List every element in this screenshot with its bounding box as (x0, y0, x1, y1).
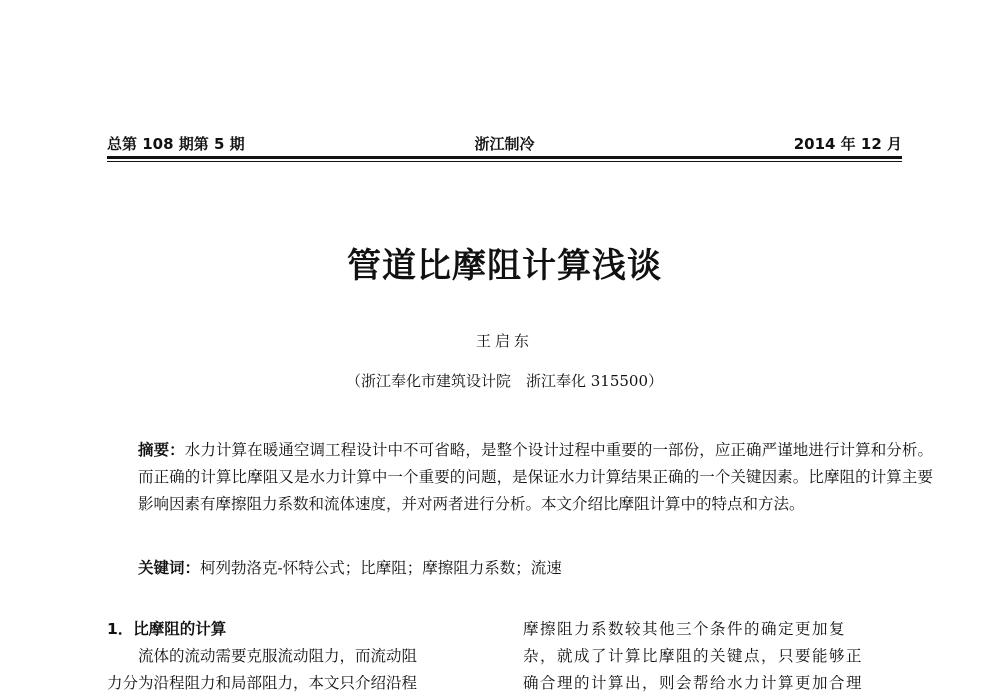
keywords-label: 关键词： (138, 559, 201, 577)
abstract-text: 水力计算在暖通空调工程设计中不可省略，是整个设计过程中重要的一部份，应正确严谨地进行计算和分析。而正确的计算比摩阻又是水力计算中一个重要的问题，是保证水力计算结果正确的一个关键因素。比摩阻的计算主要影响因素有摩擦阻力系数和流体速度，并对两者进行分析。本文介绍比摩阻计算中的特点和方法。 (138, 441, 933, 513)
body-left-column (107, 616, 487, 697)
section-heading: 1．比摩阻的计算 (107, 620, 227, 638)
header-rule-thin (107, 161, 902, 162)
body-right-column (523, 616, 903, 697)
keywords (107, 555, 933, 582)
abstract-label: 摘要： (138, 441, 185, 459)
author-affiliation: （浙江奉化市建筑设计院 浙江奉化 315500） (345, 372, 664, 390)
abstract (107, 437, 933, 518)
running-header (107, 133, 902, 155)
body-left-line-1: 流体的流动需要克服流动阻力，而流动阻 (138, 647, 418, 665)
issue-date: 2014 年 12 月 (793, 135, 902, 153)
body-right-line-3: 确合理的计算出，则会帮给水力计算更加合理 (523, 674, 864, 692)
body-right-line-2: 杂，就成了计算比摩阻的关键点，只要能够正 (523, 647, 864, 665)
keywords-text: 柯列勃洛克-怀特公式；比摩阻；摩擦阻力系数；流速 (200, 559, 562, 577)
body-right-line-1: 摩擦阻力系数较其他三个条件的确定更加复 (523, 620, 847, 638)
body-left-line-2: 力分为沿程阻力和局部阻力，本文只介绍沿程 (107, 674, 418, 692)
journal-name: 浙江制冷 (474, 135, 535, 153)
header-rule-thick (107, 156, 902, 159)
issue-number: 总第 108 期第 5 期 (107, 135, 245, 153)
author-name: 王启东 (475, 332, 533, 350)
paper-title: 管道比摩阻计算浅谈 (347, 246, 662, 286)
